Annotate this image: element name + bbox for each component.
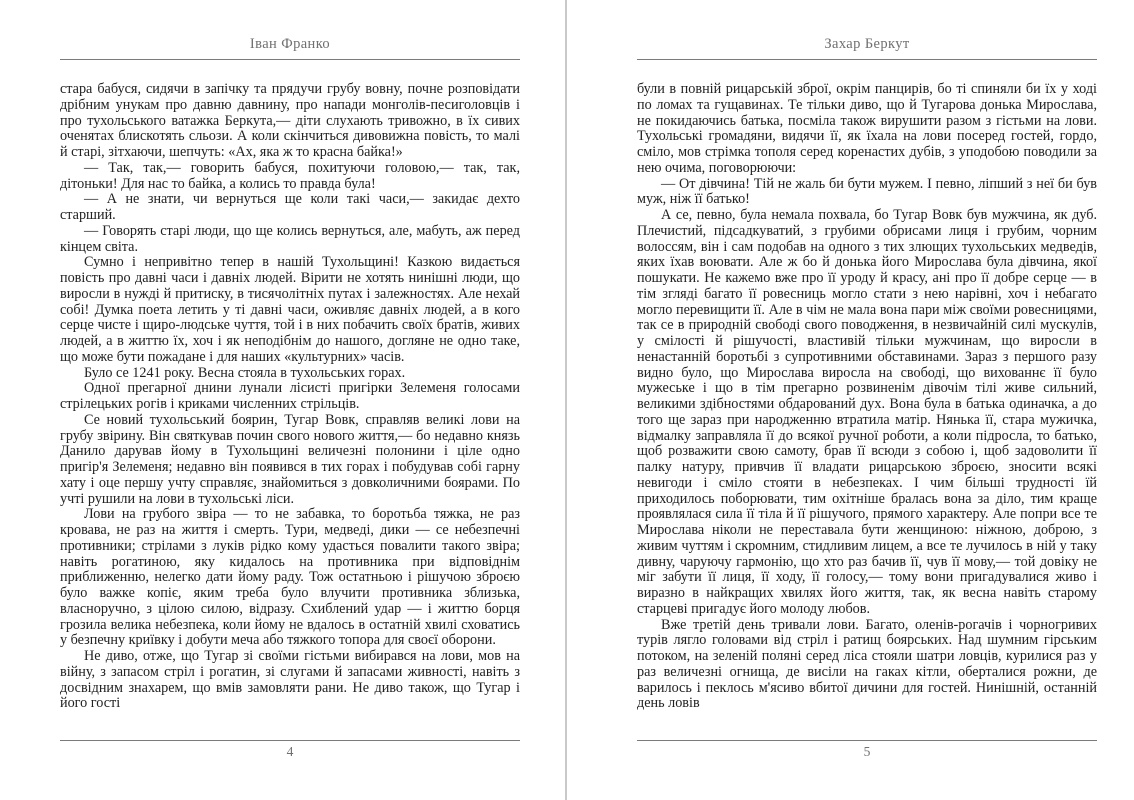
footer-rule: [637, 740, 1097, 741]
paragraph: Вже третій день тривали лови. Багато, оленів-рогачів і чорногривих турів лягло головами від стріл і ратищ боярських. Над шумним гірським потоком, на зеленій поляні серед ліса стояли шатри ловців, курилися раз у раз величезні огнища, де висіли на гаках кітли, оберталися рожни, де варилось і пеклось м'ясиво вбитої дичини для гостей. Нинішній, останній день ловів: [637, 616, 1097, 712]
paragraph: Сумно і непривітно тепер в нашій Тухольщині! Казкою видається повість про давні часи і давніх людей. Вірити не хотять нинішні люди, що виросли в нужді й притиску, в тисячолітніх путах і залежностях. Але нехай собі! Думка поета летить у ті давні часи, оживляє давніх людей, а в кого серце чисте і щиро-людське чуття, той і в них побачить своїх братів, живих людей, а в життю їх, хоч і як неподібнім до нашого, догляне не одно таке, що може бути пожадане і для наших «культурних» часів.: [60, 254, 520, 365]
paragraph: — А не знати, чи вернуться ще коли такі часи,— закидає дехто старший.: [60, 191, 520, 223]
right-page-text: [637, 82, 1097, 732]
footer-rule: [60, 740, 520, 741]
left-page-text: [60, 82, 520, 732]
running-head-title: Захар Беркут: [824, 36, 910, 52]
paragraph: Лови на грубого звіра — то не забавка, то боротьба тяжка, не раз кровава, не раз на життя і смерть. Тури, медведі, дики — се небезпечні противники; стрілами з луків рідко кому удасться повалити такого звіра; навіть рогатиною, яку кидалось на противника при відповіднім приближенню, нелегко дати йому раду. Тож остатньою і рішучою зброєю було важке копіє, яким треба було влучити противника зблизька, власноручно, з цілою силою, відразу. Схиблений удар — і життю борця грозила велика небезпека, коли йому не вдалось в остатній хвилі сховатись у безпечну криївку і добути меча або тяжкого топора для своєї оборони.: [60, 506, 520, 649]
right-page: [637, 0, 1097, 800]
header-rule: [60, 59, 520, 60]
paragraph: стара бабуся, сидячи в запічку та прядучи грубу вовну, почне розповідати дрібним унукам про давню давнину, про напади монголів-песиголовців і про тухольського ватажка Беркута,— діти слухають тривожно, в їх сивих оченятах блискотять сльози. А коли скінчиться дивовижна повість, то малі й старі, зітхаючи, шепчуть: «Ах, яка ж то красна байка!»: [60, 82, 520, 160]
running-head-author: Іван Франко: [249, 36, 331, 52]
paragraph: — От дівчина! Тій не жаль би бути мужем. І певно, ліпший з неї би був муж, ніж її батько!: [637, 175, 1097, 208]
page-number-right: 5: [863, 744, 871, 759]
paragraph: Було се 1241 року. Весна стояла в тухольських горах.: [84, 364, 406, 381]
paragraph: Одної прегарної днини лунали лісисті пригірки Зелеменя голосами стрілецьких рогів і криками численних стрільців.: [60, 380, 520, 412]
page-number-left: 4: [286, 744, 294, 759]
paragraph: Не диво, отже, що Тугар зі своїми гістьми вибирався на лови, мов на війну, з запасом стріл і рогатин, зі слугами й запасами живності, навіть з досвідним знахарем, що вмів замовляти рани. Не диво також, що Тугар і його гості: [60, 648, 520, 712]
paragraph: — Говорять старі люди, що ще колись вернуться, але, мабуть, аж перед кінцем світа.: [60, 222, 520, 255]
paragraph: Се новий тухольський боярин, Тугар Вовк, справляв великі лови на грубу звірину. Він святкував почин свого нового життя,— бо недавно князь Данило дарував йому в Тухольщині величезні полонини і ціле одно пригір'я Зелеменя; недавно він появився в тих горах і побудував собі гарну хату і оце першу учту справляє, знайомиться з довколичними боярами. По учті рушили на лови в тухольські ліси.: [60, 411, 520, 507]
left-page: [60, 0, 520, 800]
header-rule: [637, 59, 1097, 60]
paragraph: були в повній рицарській зброї, окрім панцирів, бо ті спиняли би їх у ході по ломах та гущавинах. Те тільки диво, що й Тугарова донька Мирослава, не покидаючись батька, посміла також вирушити разом з гістьми на лови. Тухольські громадяни, видячи її, як їхала на лови посеред гостей, гордо, сміло, мов стрімка тополя серед коренастих дубів, з уподобою поводили за нею очима, поговорюючи:: [637, 82, 1097, 176]
paragraph: А се, певно, була немала похвала, бо Тугар Вовк був мужчина, як дуб. Плечистий, підсадкуватий, з грубими обрисами лиця і грубим, чорним волоссям, він і сам подобав на одного з тих злющих тухольських медведів, яких їхав воювати. Але ж бо й донька його Мирослава була дівчина, якої пошукати. Не кажемо вже про її уроду й красу, ані про її добре серце — в тім згляді багато її ровесниць могло стати з нею нарівні, хоч і небагато могло перевищити її. Але в чім не мала вона пари між своїми ровесницями, так се в природній свободі свого поводження, в незвичайній силі мускулів, у смілості й рішучості, властивій тільки мужчинам, що виросли в ненастанній боротьбі з супротивними обставинами. Зараз з першого разу видно було, що Мирослава виросла на свободі, що вихованнє її було мужеське і що в тім прегарно розвиненім дівочім тілі живе сильний, великими здібностями обдарований дух. Вона була в батька одиначка, а до того ще зараз при народженню втратила матір. Нянька її, стара мужичка, відмалку заправляла її до всякої ручної роботи, а коли підросла, то батько, щоб розважити свою самоту, брав її всюди з собою і, щоб задоволити її палку натуру, привчив її владати рицарською зброєю, зносити всякі невигоди і сміло стояти в небезпеках. І чим більші трудності їй приходилось поборювати, тим охітніше бралась вона за діло, тим краще проявлялася сила її тіла й її рішучого, прямого характеру. Але попри все те Мирослава ніколи не переставала бути женщиною: ніжною, доброю, з живим чуттям і скромним, стидливим лицем, а все те лучилось в ній у таку дивну, чаруючу гармонію, що хто раз бачив її, чув її мову,— той довіку не міг забути її лиця, її ходу, її голосу,— тому вони пригадувалися живо і виразно в найкращих хвилях його життя, так, як весна навіть старому старцеві пригадує його молоду любов.: [637, 207, 1097, 617]
paragraph: — Так, так,— говорить бабуся, похитуючи головою,— так, так, дітоньки! Для нас то байка, а колись то правда була!: [60, 159, 520, 192]
page-divider: [565, 0, 567, 800]
